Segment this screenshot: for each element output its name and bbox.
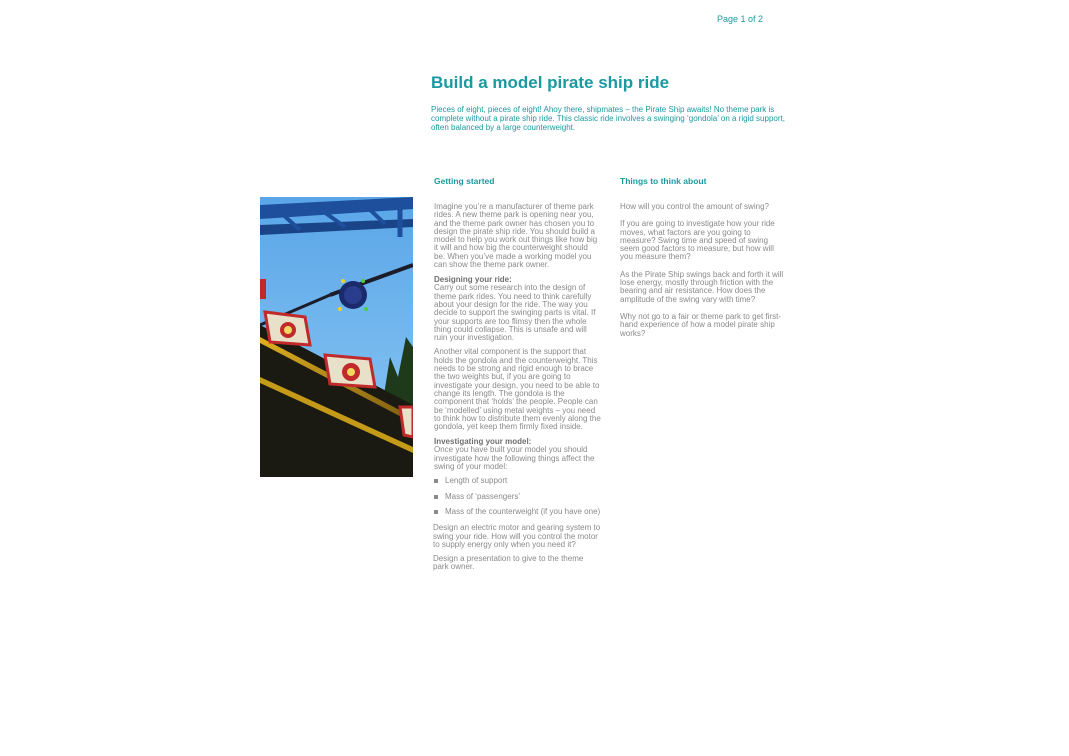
things-to-think-column	[619, 176, 787, 347]
list-item	[433, 508, 601, 516]
list-item-text: Mass of the counterweight (if you have one)	[445, 506, 601, 516]
getting-started-column	[433, 176, 601, 578]
think-paragraph: As the Pirate Ship swings back and forth it will lose energy, mostly through friction with the bearing and air resistance. How does the amplitude of the swing vary with time?	[620, 269, 784, 304]
page-title: Build a model pirate ship ride	[431, 73, 670, 92]
bullet-icon	[434, 495, 438, 499]
designing-paragraph: Carry out some research into the design of theme park rides. You need to think carefully about your design for the ride. The way you decide to support the swinging parts is vital. If your supports are too flimsy then the whole thing could collapse. This is unsafe and will ruin your investigation.	[434, 283, 596, 343]
bullet-icon	[434, 510, 438, 514]
page-number: Page 1 of 2	[717, 14, 764, 24]
bullet-icon	[434, 479, 438, 483]
designing-heading: Designing your ride:	[434, 275, 512, 285]
ride-photo-image	[260, 197, 413, 477]
list-item-text: Mass of ‘passengers’	[445, 491, 521, 501]
intro-paragraph: Pieces of eight, pieces of eight! Ahoy there, shipmates – the Pirate Ship awaits! No theme park is complete without a pirate ship ride. This classic ride involves a swinging ‘gondola’ on a rigid support, often balanced by a large counterweight.	[431, 105, 785, 132]
pirate-ship-ride-photo	[260, 197, 413, 477]
think-paragraph: Why not go to a fair or theme park to get first-hand experience of how a model pirate ship works?	[620, 311, 781, 338]
presentation-paragraph: Design a presentation to give to the theme park owner.	[433, 554, 584, 572]
things-to-think-heading: Things to think about	[620, 176, 707, 186]
getting-started-paragraph: Imagine you’re a manufacturer of theme park rides. A new theme park is opening near you, and the theme park owner has chosen you to design the pirate ship ride. You should build a model to help you work out things like how big it will and how big the counterweight should be. When you’ve made a working model you can show the theme park owner.	[434, 202, 598, 270]
list-item	[433, 477, 601, 485]
list-item-text: Length of support	[445, 476, 508, 486]
investigation-factors-list	[433, 477, 601, 516]
think-paragraph: How will you control the amount of swing?	[620, 202, 769, 211]
getting-started-heading: Getting started	[434, 176, 495, 186]
list-item	[433, 493, 601, 501]
think-paragraph: If you are going to investigate how your ride moves, what factors are you going to measure? Swing time and speed of swing seem good factors to measure, but how will you measure them?	[620, 219, 775, 262]
support-paragraph: Another vital component is the support that holds the gondola and the counterweight. This needs to be strong and rigid enough to brace the two weights but, if you are going to investigate your design, you need to be able to change its length. The gondola is the component that ‘holds’ the people. People can be ‘modelled’ using metal weights – you need to think how to distribute them evenly along the gondola, yet keep them firmly fixed inside.	[434, 347, 601, 432]
investigating-heading: Investigating your model:	[434, 437, 532, 447]
investigating-paragraph: Once you have built your model you should investigate how the following things affect the swing of your model:	[434, 445, 595, 472]
motor-paragraph: Design an electric motor and gearing system to swing your ride. How will you control the motor to supply energy only when you need it?	[433, 523, 601, 549]
